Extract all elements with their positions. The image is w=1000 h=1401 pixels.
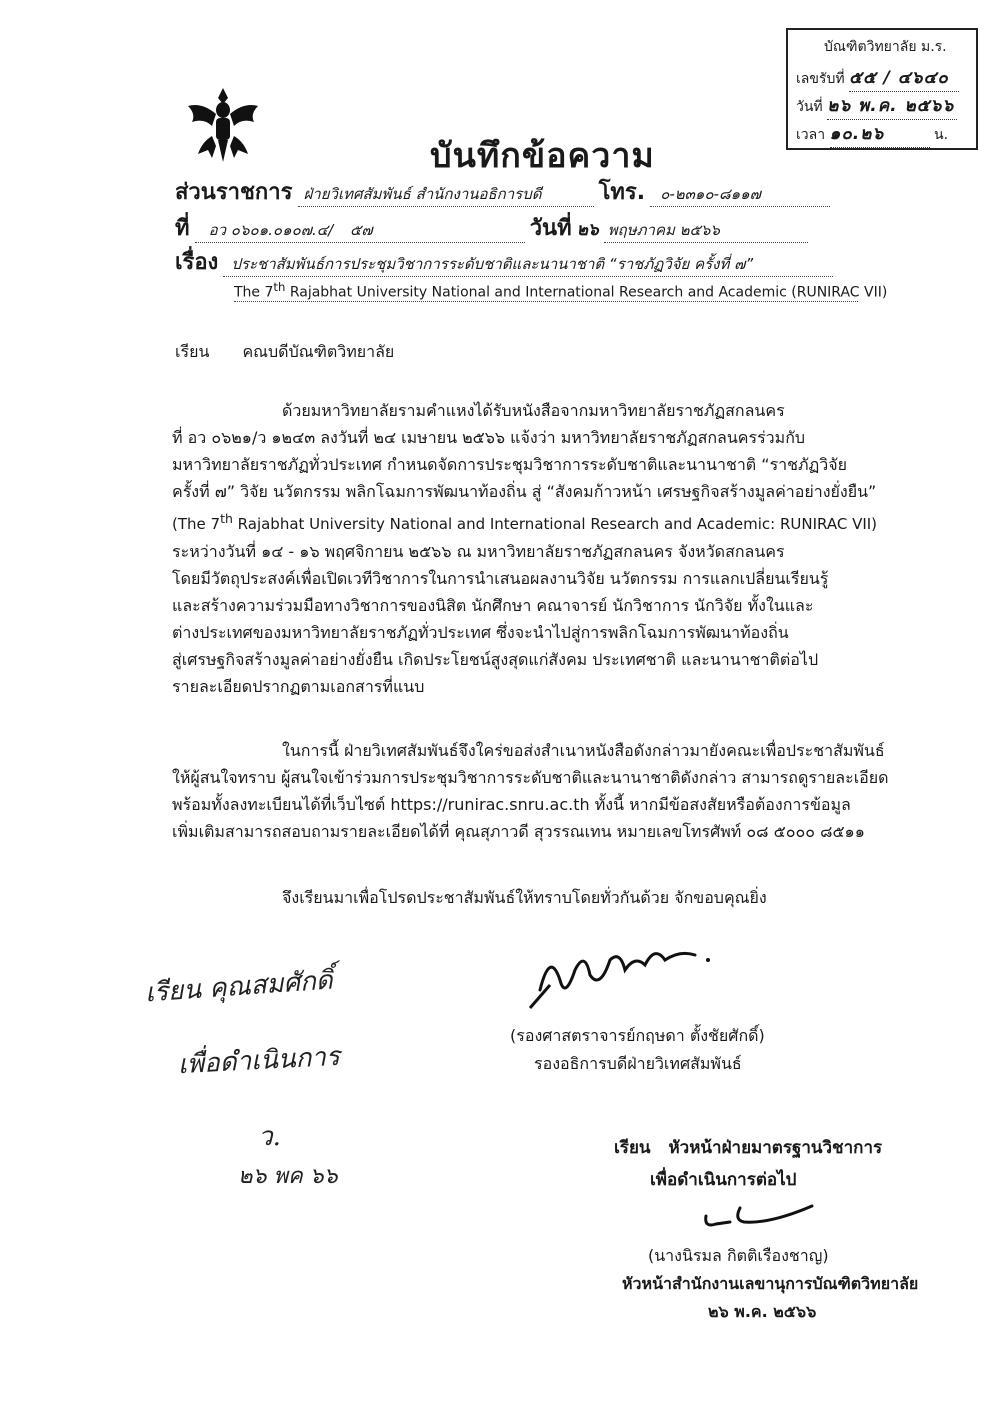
- p2-line: เพิ่มเติมสามารถสอบถามรายละเอียดได้ที่ คุณสุภาวดี สุวรรณเทน หมายเลขโทรศัพท์ ๐๘ ๕๐๐๐ ๘๕๑๑: [172, 822, 865, 841]
- subject-english: [234, 280, 888, 302]
- p1-line: ด้วยมหาวิทยาลัยรามคำแหงได้รับหนังสือจากมหาวิทยาลัยราชภัฏสกลนคร: [282, 401, 785, 420]
- number-row: [175, 210, 808, 245]
- signer-position: รองอธิการบดีฝ่ายวิเทศสัมพันธ์: [534, 1054, 742, 1073]
- note-to-label: เรียน: [614, 1138, 651, 1158]
- stamp-time-unit: น.: [934, 127, 949, 143]
- stamp-receipt-label: เลขรับที่: [796, 71, 845, 87]
- stamp-title: บัณฑิตวิทยาลัย ม.ร.: [824, 39, 947, 55]
- stamp-receipt-value: ๕๕ / ๔๖๔๐: [849, 64, 959, 92]
- note-signature-scribble: [700, 1196, 820, 1236]
- p1-line: สู่เศรษฐกิจสร้างมูลค่าอย่างยั่งยืน เกิดประโยชน์สูงสุดแก่สังคม ประเทศชาติ และนานาชาติต่อไป: [172, 650, 819, 669]
- tel-label: โทร.: [598, 180, 646, 205]
- note-name: (นางนิรมล กิตติเรืองชาญ): [648, 1246, 829, 1265]
- number-label: ที่: [175, 216, 190, 241]
- note-date: ๒๖ พ.ค. ๒๕๖๖: [708, 1302, 817, 1321]
- stamp-time-label: เวลา: [796, 127, 826, 143]
- stamp-date-row: [796, 92, 957, 120]
- signer-name: (รองศาสตราจารย์กฤษดา ตั้งชัยศักดิ์): [510, 1026, 765, 1045]
- salutation: [175, 338, 394, 365]
- p1-line: และสร้างความร่วมมือทางวิชาการของนิสิต นักศึกษา คณาจารย์ นักวิชาการ นักวิจัย ทั้งในและ: [172, 596, 814, 615]
- note-action: เพื่อดำเนินการต่อไป: [650, 1170, 797, 1190]
- subject-en-post: Rajabhat University National and International Research and Academic (RUNIRAC VII): [285, 284, 888, 301]
- garuda-emblem: [182, 84, 264, 166]
- dept-label: ส่วนราชการ: [175, 180, 293, 205]
- tel-value: ๐-๒๓๑๐-๘๑๑๗: [650, 182, 830, 207]
- p2-line: ให้ผู้สนใจทราบ ผู้สนใจเข้าร่วมการประชุมวิชาการระดับชาติและนานาชาติดังกล่าว สามารถดูรายละเอียด: [172, 768, 889, 787]
- memo-title: บันทึกข้อความ: [430, 136, 655, 176]
- date-day: ๒๖: [576, 220, 599, 240]
- p1-line: มหาวิทยาลัยราชภัฏทั่วประเทศ กำหนดจัดการประชุมวิชาการระดับชาติและนานาชาติ “ราชภัฏวิจัย: [172, 455, 848, 474]
- dept-row: [175, 174, 830, 209]
- p1-line: ต่างประเทศของมหาวิทยาลัยราชภัฏทั่วประเทศ ซึ่งจะนำไปสู่การพลิกโฉมการพัฒนาท้องถิ่น: [172, 623, 789, 642]
- signature-scribble: [520, 930, 720, 1010]
- note-to-row: [614, 1134, 882, 1161]
- stamp-receipt-row: [796, 64, 959, 92]
- stamp-date-label: วันที่: [796, 99, 823, 115]
- number-value: อว ๐๖๐๑.๐๑๐๗.๔/: [208, 221, 334, 239]
- number-suffix: ๕๗: [350, 221, 373, 239]
- p1-english-line: [172, 505, 877, 538]
- closing-line: จึงเรียนมาเพื่อโปรดประชาสัมพันธ์ให้ทราบโดยทั่วกันด้วย จักขอบคุณยิ่ง: [282, 888, 767, 907]
- note-to-value: หัวหน้าฝ่ายมาตรฐานวิชาการ: [668, 1138, 883, 1158]
- date-label: วันที่: [529, 216, 572, 241]
- subject-thai: ประชาสัมพันธ์การประชุมวิชาการระดับชาติและนานาชาติ “ราชภัฏวิจัย ครั้งที่ ๗”: [223, 252, 833, 277]
- p1-line: โดยมีวัตถุประสงค์เพื่อเปิดเวทีวิชาการในการนำเสนอผลงานวิจัย นวัตกรรม การแลกเปลี่ยนเรียนรู้: [172, 569, 829, 588]
- to-value: คณบดีบัณฑิตวิทยาลัย: [242, 342, 395, 361]
- p1-line: ครั้งที่ ๗” วิจัย นวัตกรรม พลิกโฉมการพัฒนาท้องถิ่น สู่ “สังคมก้าวหน้า เศรษฐกิจสร้างมูลค่าอย่างยั่งยืน”: [172, 482, 877, 501]
- p1-en-sup: th: [220, 511, 233, 526]
- handwritten-initial: ว.: [258, 1122, 281, 1152]
- p1-en-pre: (The 7: [172, 515, 221, 533]
- subject-en-sup: th: [273, 280, 286, 294]
- p1-line: รายละเอียดปรากฏตามเอกสารที่แนบ: [172, 677, 425, 696]
- date-value: พฤษภาคม ๒๕๖๖: [604, 218, 808, 243]
- stamp-time-row: [796, 120, 948, 148]
- dept-value: ฝ่ายวิเทศสัมพันธ์ สำนักงานอธิการบดี: [298, 182, 594, 207]
- handwritten-date: ๒๖ พค ๖๖: [238, 1164, 338, 1189]
- p1-en-post: Rajabhat University National and International Research and Academic: RUNIRAC VII): [232, 515, 878, 533]
- to-label: เรียน: [175, 342, 210, 361]
- subject-label: เรื่อง: [175, 250, 219, 275]
- paragraph-1: [172, 397, 877, 700]
- paragraph-2: [172, 737, 889, 845]
- p2-line: ในการนี้ ฝ่ายวิเทศสัมพันธ์จึงใคร่ขอส่งสำเนาหนังสือดังกล่าวมายังคณะเพื่อประชาสัมพันธ์: [282, 741, 885, 760]
- subject-row: [175, 244, 833, 279]
- note-position: หัวหน้าสำนักงานเลขานุการบัณฑิตวิทยาลัย: [622, 1274, 919, 1293]
- receipt-stamp: [786, 28, 978, 150]
- stamp-date-value: ๒๖ พ.ค. ๒๕๖๖: [827, 92, 957, 120]
- p1-line: ระหว่างวันที่ ๑๔ - ๑๖ พฤศจิกายน ๒๕๖๖ ณ มหาวิทยาลัยราชภัฏสกลนคร จังหวัดสกลนคร: [172, 542, 785, 561]
- handwritten-note-line-1: เรียน คุณสมศักดิ์: [144, 965, 334, 1009]
- subject-en-pre: The 7: [234, 284, 274, 301]
- handwritten-note-line-2: เพื่อดำเนินการ: [177, 1041, 341, 1081]
- p2-line: พร้อมทั้งลงทะเบียนได้ที่เว็บไซต์ https://runirac.snru.ac.th ทั้งนี้ หากมีข้อสงสัยหรือต้องการข้อมูล: [172, 795, 851, 814]
- stamp-time-value: ๑๐.๒๖: [830, 120, 930, 148]
- p1-line: ที่ อว ๐๖๒๑/ว ๑๒๔๓ ลงวันที่ ๒๔ เมษายน ๒๕๖๖ แจ้งว่า มหาวิทยาลัยราชภัฏสกลนครร่วมกับ: [172, 428, 806, 447]
